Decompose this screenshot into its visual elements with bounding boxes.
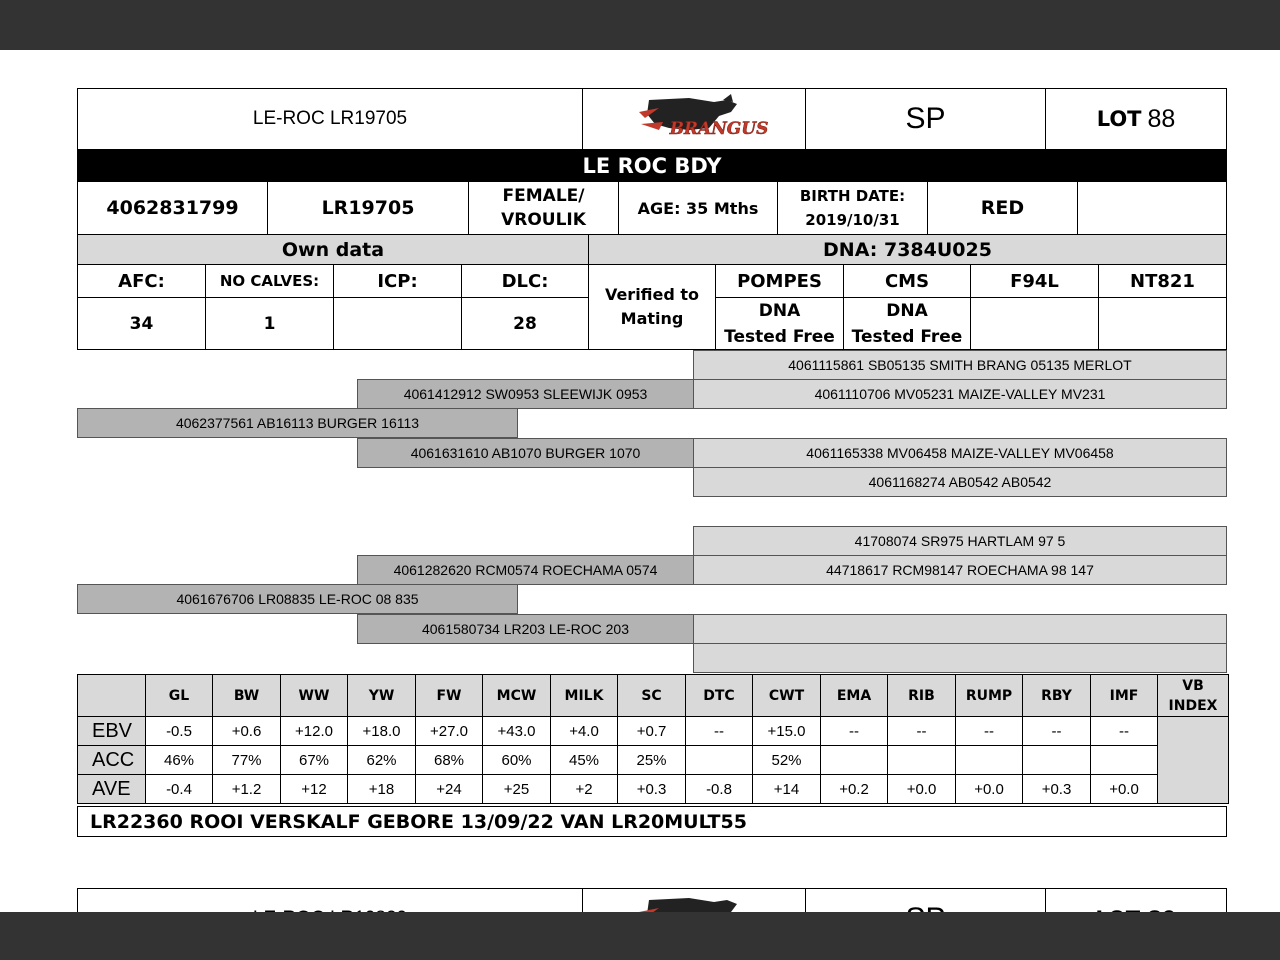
pedigree-dam-dam-sire — [693, 614, 1227, 644]
sex-line2: VROULIK — [501, 210, 586, 230]
ebv-cell: +0.2 — [821, 775, 888, 804]
ebv-row-label: ACC — [78, 746, 146, 775]
ebv-row-label: EBV — [78, 717, 146, 746]
ebv-cell: +14 — [753, 775, 821, 804]
ebv-cell: +24 — [416, 775, 483, 804]
ebv-header: FW — [416, 675, 483, 717]
ebv-header: DTC — [686, 675, 753, 717]
ebv-cell: 60% — [483, 746, 551, 775]
ebv-cell: +0.3 — [618, 775, 686, 804]
colour: RED — [927, 181, 1078, 235]
ebv-cell: -- — [821, 717, 888, 746]
ebv-header: CWT — [753, 675, 821, 717]
birth-date: 2019/10/31 — [805, 211, 900, 229]
pedigree-sire-dam-sire: 4061165338 MV06458 MAIZE-VALLEY MV06458 — [693, 438, 1227, 468]
ebv-cell — [956, 746, 1023, 775]
own-data-value: 1 — [205, 297, 334, 350]
dna-result-line2: Tested Free — [724, 326, 835, 347]
ebv-cell: 45% — [551, 746, 618, 775]
ebv-cell — [686, 746, 753, 775]
own-data-label: ICP: — [333, 264, 462, 298]
ebv-cell: +25 — [483, 775, 551, 804]
ebv-cell: +43.0 — [483, 717, 551, 746]
identity-extra — [1077, 181, 1227, 235]
ebv-cell: +0.0 — [956, 775, 1023, 804]
birth-date-cell — [777, 181, 928, 235]
sex-cell — [468, 181, 619, 235]
ebv-cell: +1.2 — [213, 775, 281, 804]
pedigree-sire-dam: 4061631610 AB1070 BURGER 1070 — [357, 438, 694, 468]
dna-test-result — [843, 297, 971, 350]
verified-to-mating — [588, 264, 716, 350]
brangus-logo — [582, 88, 806, 150]
ebv-cell: 25% — [618, 746, 686, 775]
ebv-header: MCW — [483, 675, 551, 717]
ebv-cell: +12.0 — [281, 717, 348, 746]
pedigree-sire-sire-dam: 4061110706 MV05231 MAIZE-VALLEY MV231 — [693, 379, 1227, 409]
pedigree-dam-dam: 4061580734 LR203 LE-ROC 203 — [357, 614, 694, 644]
dna-result-line1: DNA — [758, 300, 801, 321]
dna-test-label: F94L — [970, 264, 1099, 298]
ebv-row-label: AVE — [78, 775, 146, 804]
own-data-title: Own data — [77, 234, 589, 265]
vb-index-value — [1158, 717, 1229, 804]
ebv-cell: +4.0 — [551, 717, 618, 746]
ebv-header: IMF — [1091, 675, 1158, 717]
ebv-cell: -0.4 — [146, 775, 213, 804]
ebv-cell: +0.0 — [1091, 775, 1158, 804]
ebv-cell — [888, 746, 956, 775]
animal-name: LE-ROC LR19705 — [77, 88, 583, 150]
grade-label: SP — [805, 88, 1046, 150]
vb-line1: VB — [1182, 677, 1204, 694]
ebv-cell: +0.3 — [1023, 775, 1091, 804]
ebv-header: BW — [213, 675, 281, 717]
ebv-cell: -- — [1023, 717, 1091, 746]
dna-test-result — [1098, 297, 1227, 350]
pedigree-sire: 4062377561 AB16113 BURGER 16113 — [77, 408, 518, 438]
viewer-top-bar — [0, 0, 1280, 50]
vb-line2: INDEX — [1168, 697, 1218, 714]
pedigree-dam-sire-dam: 44718617 RCM98147 ROECHAMA 98 147 — [693, 555, 1227, 585]
verified-line1: Verified to — [604, 285, 700, 304]
ebv-cell: +18 — [348, 775, 416, 804]
ebv-header: WW — [281, 675, 348, 717]
dna-test-label: NT821 — [1098, 264, 1227, 298]
ebv-cell: +0.7 — [618, 717, 686, 746]
ebv-cell: +2 — [551, 775, 618, 804]
lot-number: 88 — [1147, 104, 1176, 133]
ebv-header: GL — [146, 675, 213, 717]
ebv-cell: 46% — [146, 746, 213, 775]
ebv-table — [77, 674, 1229, 804]
bull-logo-icon — [619, 94, 769, 144]
ebv-cell: +0.6 — [213, 717, 281, 746]
ave-row — [78, 775, 1229, 804]
ebv-cell — [1091, 746, 1158, 775]
lot-cell — [1045, 88, 1227, 150]
pedigree-dam-dam-dam — [693, 643, 1227, 673]
pedigree-dam-sire-sire: 41708074 SR975 HARTLAM 97 5 — [693, 526, 1227, 556]
ebv-row — [78, 717, 1229, 746]
ebv-cell — [821, 746, 888, 775]
verified-line2: Mating — [620, 309, 684, 328]
ebv-cell — [1023, 746, 1091, 775]
ebv-cell: +0.0 — [888, 775, 956, 804]
own-data-label: AFC: — [77, 264, 206, 298]
ebv-cell: 77% — [213, 746, 281, 775]
registration-number: 4062831799 — [77, 181, 268, 235]
ebv-cell: +12 — [281, 775, 348, 804]
lot-note: LR22360 ROOI VERSKALF GEBORE 13/09/22 VAN LR20MULT55 — [77, 806, 1227, 837]
ebv-header: SC — [618, 675, 686, 717]
pedigree-dam: 4061676706 LR08835 LE-ROC 08 835 — [77, 584, 518, 614]
dna-test-result — [715, 297, 844, 350]
pedigree-sire-sire: 4061412912 SW0953 SLEEWIJK 0953 — [357, 379, 694, 409]
pedigree-sire-dam-dam: 4061168274 AB0542 AB0542 — [693, 467, 1227, 497]
dna-result-line1: DNA — [886, 300, 928, 321]
dna-result-line2: Tested Free — [851, 326, 963, 347]
dna-title: DNA: 7384U025 — [588, 234, 1227, 265]
ebv-cell: 62% — [348, 746, 416, 775]
herd-id: LR19705 — [267, 181, 469, 235]
ebv-cell: -- — [956, 717, 1023, 746]
ebv-header: RIB — [888, 675, 956, 717]
ebv-header: YW — [348, 675, 416, 717]
pedigree-sire-sire-sire: 4061115861 SB05135 SMITH BRANG 05135 MERLOT — [693, 350, 1227, 380]
own-data-label: NO CALVES: — [205, 264, 334, 298]
ebv-corner — [78, 675, 146, 717]
banner-title: LE ROC BDY — [77, 149, 1227, 182]
ebv-cell: -- — [1091, 717, 1158, 746]
dna-test-label: POMPES — [715, 264, 844, 298]
ebv-cell: 52% — [753, 746, 821, 775]
birth-date-label: BIRTH DATE: — [799, 187, 906, 205]
ebv-cell: +18.0 — [348, 717, 416, 746]
vb-index-header — [1158, 675, 1229, 717]
acc-row — [78, 746, 1229, 775]
ebv-cell: +15.0 — [753, 717, 821, 746]
age: AGE: 35 Mths — [618, 181, 778, 235]
own-data-label: DLC: — [461, 264, 589, 298]
own-data-value — [333, 297, 462, 350]
lot-label: LOT — [1096, 107, 1142, 131]
catalogue-page — [0, 50, 1280, 912]
ebv-header: RBY — [1023, 675, 1091, 717]
ebv-cell: +27.0 — [416, 717, 483, 746]
ebv-cell: -0.5 — [146, 717, 213, 746]
ebv-header: MILK — [551, 675, 618, 717]
ebv-cell: -- — [686, 717, 753, 746]
own-data-value: 28 — [461, 297, 589, 350]
ebv-header-row — [78, 675, 1229, 717]
svg-text:BRANGUS: BRANGUS — [669, 119, 769, 139]
ebv-cell: -- — [888, 717, 956, 746]
dna-test-label: CMS — [843, 264, 971, 298]
ebv-header: EMA — [821, 675, 888, 717]
viewer-bottom-bar — [0, 912, 1280, 960]
own-data-value: 34 — [77, 297, 206, 350]
dna-test-result — [970, 297, 1099, 350]
pedigree-dam-sire: 4061282620 RCM0574 ROECHAMA 0574 — [357, 555, 694, 585]
ebv-cell: 67% — [281, 746, 348, 775]
sex-line1: FEMALE/ — [502, 186, 585, 206]
ebv-header: RUMP — [956, 675, 1023, 717]
ebv-cell: 68% — [416, 746, 483, 775]
ebv-cell: -0.8 — [686, 775, 753, 804]
